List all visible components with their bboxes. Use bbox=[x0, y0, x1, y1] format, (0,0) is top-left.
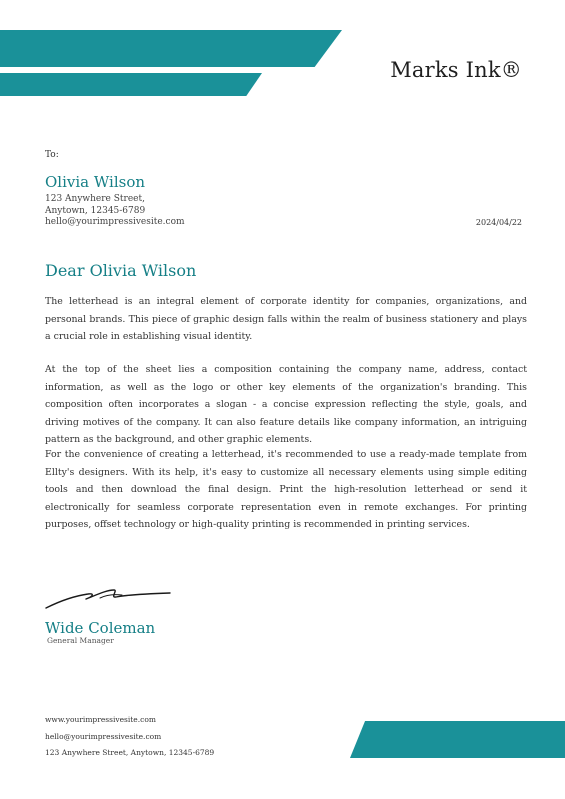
footer-address: 123 Anywhere Street, Anytown, 12345-6789 bbox=[45, 748, 215, 757]
recipient-email: hello@yourimpressivesite.com bbox=[45, 217, 185, 227]
greeting: Dear Olivia Wilson bbox=[45, 261, 197, 280]
header-band-top bbox=[0, 30, 342, 67]
footer-email: hello@yourimpressivesite.com bbox=[45, 732, 162, 741]
header-band-lower bbox=[0, 73, 262, 96]
signer-name: Wide Coleman bbox=[45, 619, 156, 637]
body-paragraph-2: At the top of the sheet lies a composition containing the company name, address, contact information, as well as the logo or other key elements of the organization's branding. This composition often incorporates a slogan - a concise expression reflecting the style, goals, and driving motives of the company. It can also feature details like company information, an intriguing pattern as the background, and other graphic elements. bbox=[45, 364, 527, 445]
body-paragraph-3: For the convenience of creating a letterhead, it's recommended to use a ready-made template from Ellty's designers. With its help, it's easy to customize all necessary elements using simple editing tools and then download the final design. Print the high-resolution letterhead or send it electronically for seamless corporate representation even in remote exchanges. For printing purposes, offset technology or high-quality printing is recommended in printing services. bbox=[45, 449, 527, 530]
company-name: Marks Ink® bbox=[390, 58, 522, 82]
signer-title: General Manager bbox=[47, 636, 114, 645]
body-paragraph-1: The letterhead is an integral element of corporate identity for companies, organizations, and personal brands. This piece of graphic design falls within the realm of business stationery and plays a crucial role in establishing visual identity. bbox=[45, 296, 527, 342]
signature-icon bbox=[44, 586, 174, 612]
recipient-name: Olivia Wilson bbox=[45, 173, 146, 191]
footer-website: www.yourimpressivesite.com bbox=[45, 715, 156, 724]
recipient-city: Anytown, 12345-6789 bbox=[45, 206, 146, 216]
letter-date: 2024/04/22 bbox=[475, 218, 522, 227]
footer-band bbox=[350, 721, 565, 758]
to-label: To: bbox=[45, 150, 59, 160]
recipient-street: 123 Anywhere Street, bbox=[45, 194, 145, 204]
